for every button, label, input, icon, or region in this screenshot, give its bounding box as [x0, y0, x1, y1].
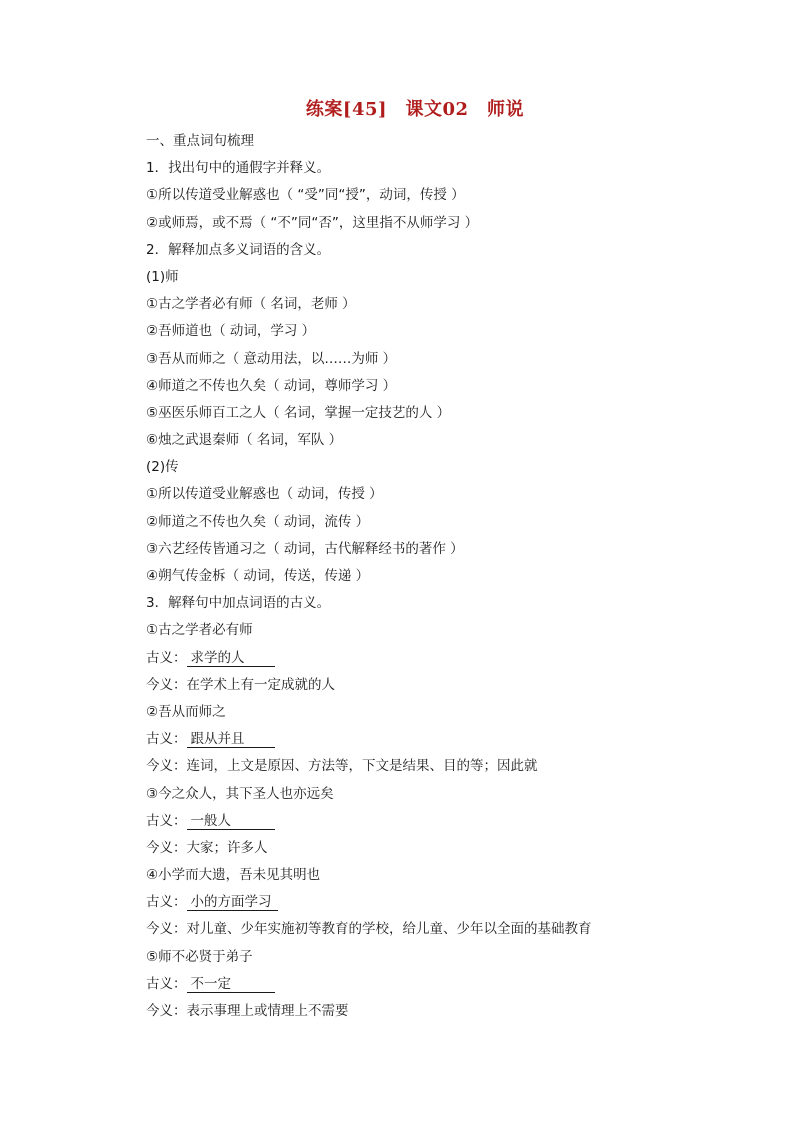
answer-line — [146, 808, 766, 835]
text-line: 一、重点词句梳理 — [146, 133, 254, 149]
text-line: ③六艺经传皆通习之（ 动词，古代解释经书的著作 ） — [146, 540, 464, 557]
text-line: ④小学而大遗，吾未见其明也 — [146, 867, 321, 884]
text-line: ②或师焉，或不焉（ “不”同“否”，这里指不从师学习 ） — [146, 214, 479, 231]
text-line: 今义：大家；许多人 — [146, 839, 268, 856]
text-line: ⑤师不必贤于弟子 — [146, 948, 253, 965]
text-line: 今义：对儿童、少年实施初等教育的学校，给儿童、少年以全面的基础教育 — [146, 921, 592, 938]
text-line: ④师道之不传也久矣（ 动词，尊师学习 ） — [146, 377, 397, 394]
text-line: (2)传 — [146, 459, 179, 476]
answer-label: 古义： — [146, 731, 187, 748]
text-line: 1．找出句中的通假字并释义。 — [146, 160, 331, 177]
text-line: 今义：在学术上有一定成就的人 — [146, 676, 335, 693]
text-line: ②吾从而师之 — [146, 703, 226, 720]
text-line: ①古之学者必有师（ 名词，老师 ） — [146, 296, 356, 313]
text-line: ①所以传道受业解惑也（ “受”同“授”，动词，传授 ） — [146, 187, 465, 204]
text-line: ②吾师道也（ 动词，学习 ） — [146, 323, 316, 340]
text-line: ⑤巫医乐师百工之人（ 名词，掌握一定技艺的人 ） — [146, 404, 451, 421]
text-line: ③今之众人，其下圣人也亦远矣 — [146, 785, 334, 802]
answer-label: 古义： — [146, 894, 187, 911]
answer-blank: 求学的人 — [187, 650, 275, 667]
answer-line — [146, 889, 766, 916]
answer-line — [146, 726, 766, 753]
text-line: ①古之学者必有师 — [146, 622, 253, 639]
answer-blank: 跟从并且 — [187, 731, 275, 748]
text-line: ③吾从而师之（ 意动用法，以……为师 ） — [146, 350, 397, 367]
text-line: 3．解释句中加点词语的古义。 — [146, 595, 331, 612]
text-line: ①所以传道受业解惑也（ 动词，传授 ） — [146, 486, 383, 503]
answer-label: 古义： — [146, 812, 187, 829]
text-line: 今义：表示事理上或情理上不需要 — [146, 1003, 349, 1019]
answer-label: 古义： — [146, 649, 187, 666]
document-title: 练案[45] 课文02 师说 — [305, 99, 525, 120]
answer-line — [146, 971, 766, 998]
answer-blank: 不一定 — [187, 976, 275, 993]
answer-line — [146, 645, 766, 672]
text-line: 2．解释加点多义词语的含义。 — [146, 241, 331, 258]
text-line: ⑥烛之武退秦师（ 名词，军队 ） — [146, 432, 343, 449]
answer-label: 古义： — [146, 975, 187, 992]
text-line: ②师道之不传也久矣（ 动词，流传 ） — [146, 513, 370, 530]
text-line: 今义：连词，上文是原因、方法等，下文是结果、目的等；因此就 — [146, 758, 538, 775]
text-line: (1)师 — [146, 268, 179, 285]
document-body — [146, 128, 766, 1025]
answer-blank: 小的方面学习 — [187, 894, 278, 911]
text-line: ④朔气传金柝（ 动词，传送，传递 ） — [146, 568, 370, 584]
answer-blank: 一般人 — [187, 813, 275, 830]
